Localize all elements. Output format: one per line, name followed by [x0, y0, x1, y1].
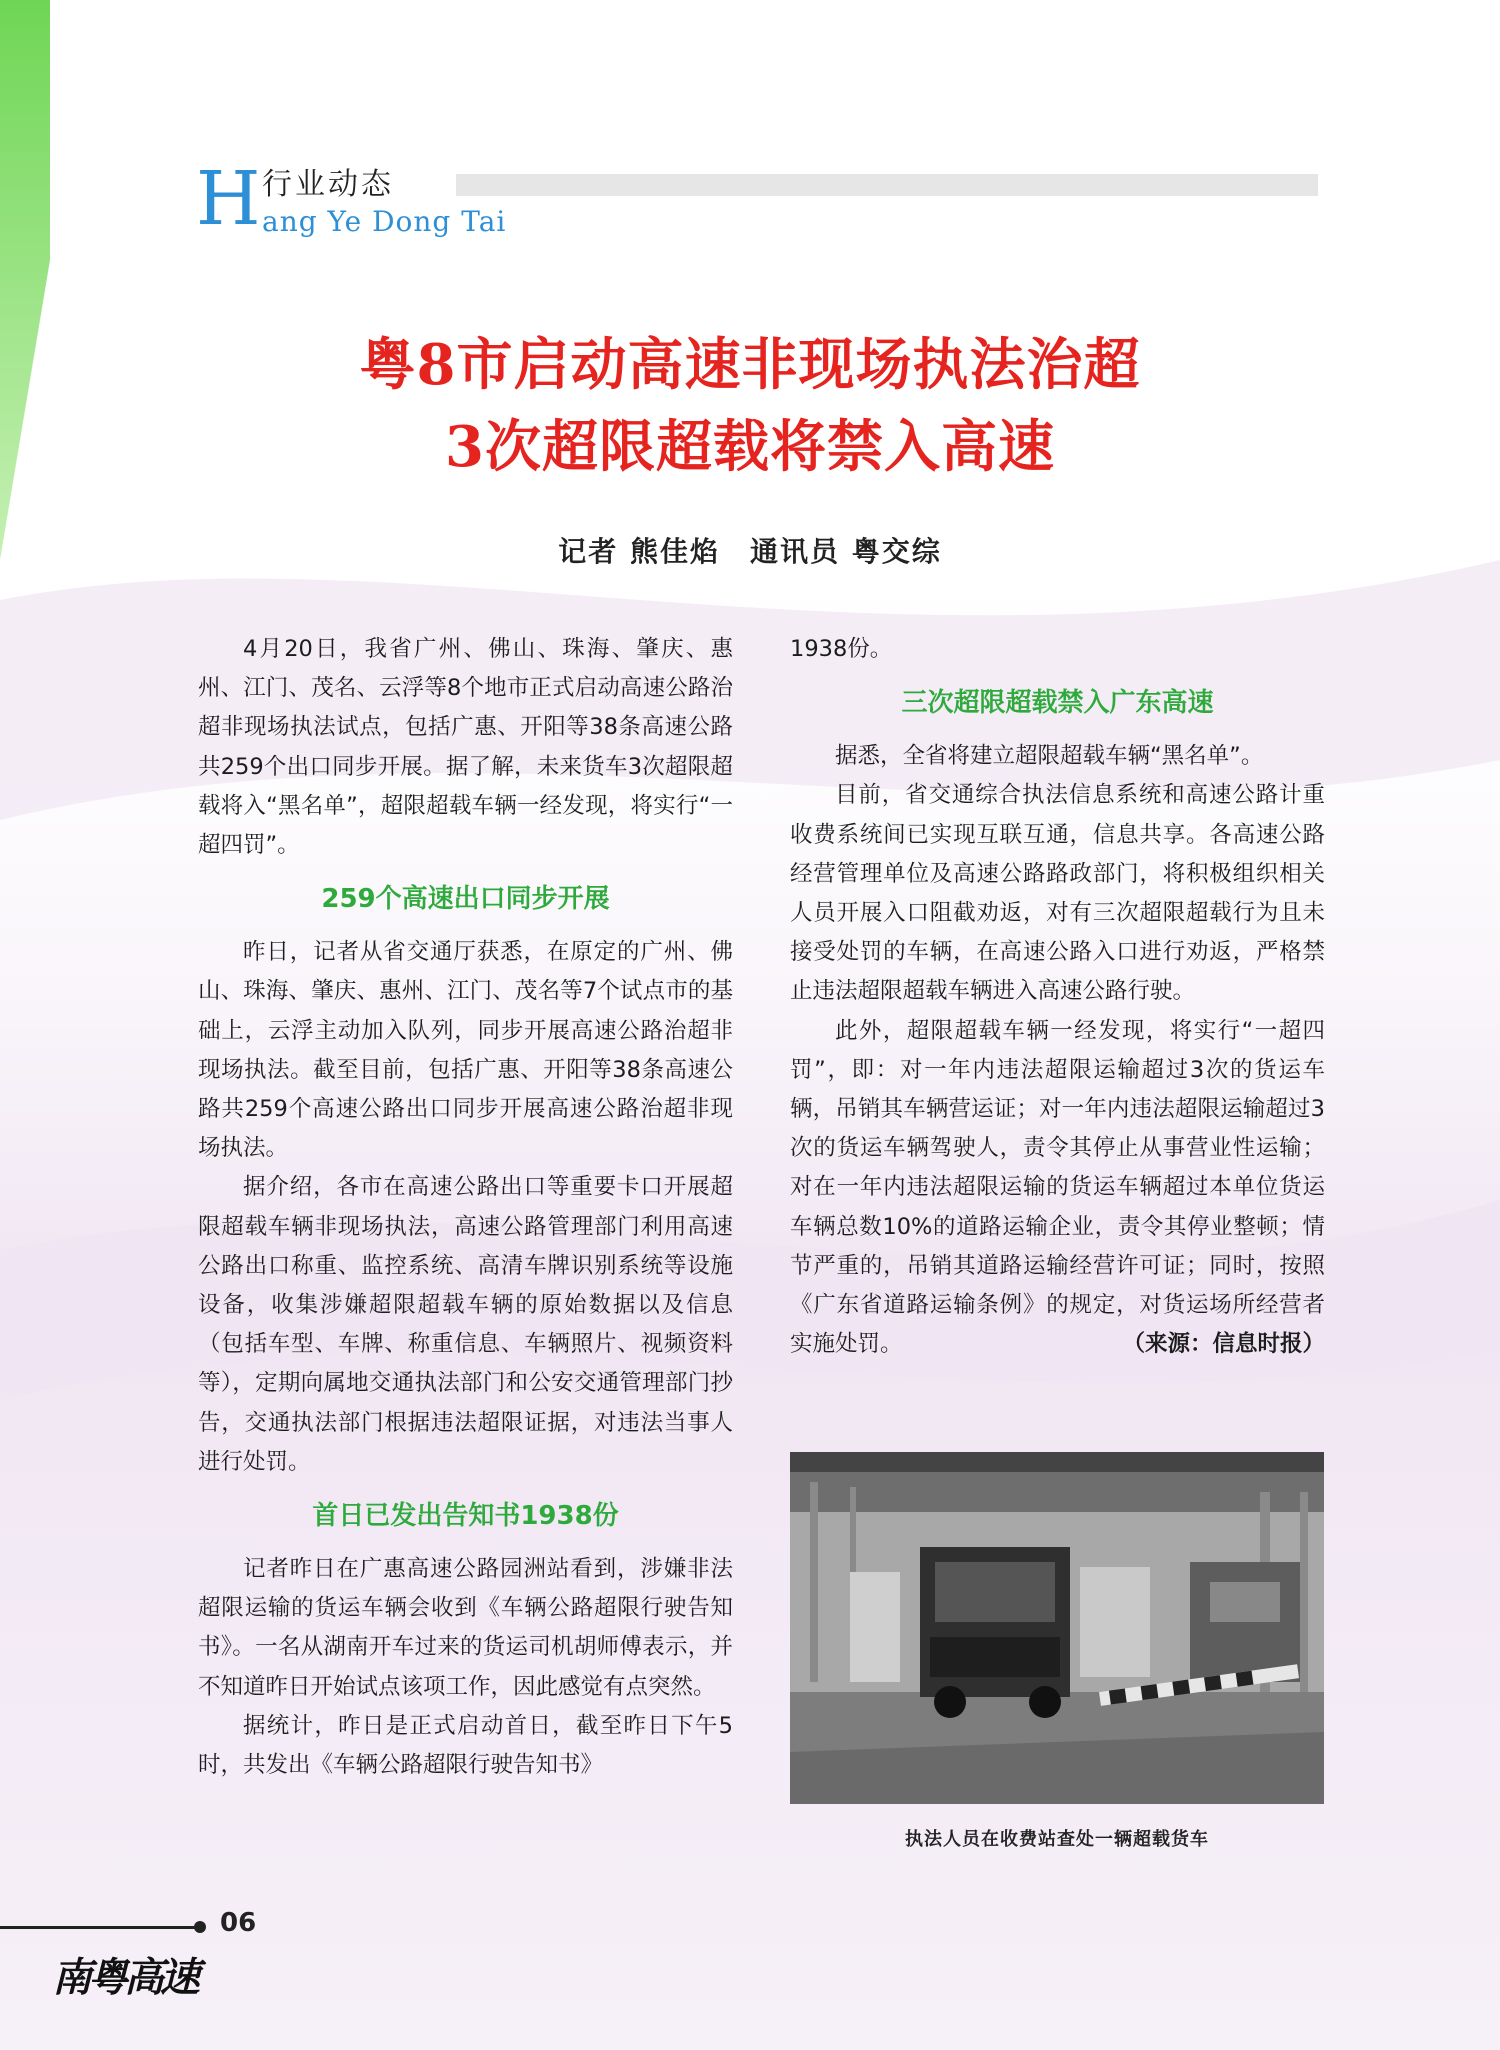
section-header-bar	[456, 174, 1318, 196]
paragraph: 此外，超限超载车辆一经发现，将实行“一超四罚”，即：对一年内违法超限运输超过3次的货运车辆，吊销其车辆营运证；对一年内违法超限运输超过3次的货运车辆驾驶人，责令其停止从事营业性运输；对在一年内违法超限运输的货运车辆超过本单位货运车辆总数10%的道路运输企业，责令其停业整顿；情节严重的，吊销其道路运输经营许可证；同时，按照《广东省道路运输条例》的规定，对货运场所经营者实施处罚。	[790, 1017, 1325, 1358]
paragraph: 4月20日，我省广州、佛山、珠海、肇庆、惠州、江门、茂名、云浮等8个地市正式启动高速公路治超非现场执法试点，包括广惠、开阳等38条高速公路共259个出口同步开展。据了解，未来货车3次超限超载将入“黑名单”，超限超载车辆一经发现，将实行“一超四罚”。	[198, 636, 733, 859]
photo-caption: 执法人员在收费站查处一辆超载货车	[905, 1829, 1209, 1850]
article-byline: 记者 熊佳焰 通讯员 粤交综	[558, 535, 942, 568]
footer-dot	[194, 1921, 206, 1933]
article-photo	[790, 1452, 1324, 1804]
paragraph: 据介绍，各市在高速公路出口等重要卡口开展超限超载车辆非现场执法，高速公路管理部门利用高速公路出口称重、监控系统、高清车牌识别系统等设施设备，收集涉嫌超限超载车辆的原始数据以及信息（包括车型、车牌、称重信息、车辆照片、视频资料等），定期向属地交通执法部门和公安交通管理部门抄告，交通执法部门根据违法超限证据，对违法当事人进行处罚。	[198, 1174, 733, 1475]
truck-photo-illustration	[790, 1452, 1324, 1804]
paragraph: 昨日，记者从省交通厅获悉，在原定的广州、佛山、珠海、肇庆、惠州、江门、茂名等7个试点市的基础上，云浮主动加入队列，同步开展高速公路治超非现场执法。截至目前，包括广惠、开阳等38条高速公路共259个高速公路出口同步开展高速公路治超非现场执法。	[198, 939, 733, 1162]
page-number: 06	[220, 1908, 257, 1938]
subheading: 259个高速出口同步开展	[321, 884, 610, 915]
paragraph: 据统计，昨日是正式启动首日，截至昨日下午5时，共发出《车辆公路超限行驶告知书》	[198, 1712, 733, 1779]
magazine-logo: 南粤高速	[52, 1954, 196, 2001]
section-initial: H	[196, 156, 261, 242]
article-title-line2: 3次超限超载将禁入高速	[445, 414, 1055, 480]
section-name-cn: 行业动态	[262, 167, 394, 202]
paragraph: 目前，省交通综合执法信息系统和高速公路计重收费系统间已实现互联互通，信息共享。各高速公路经营管理单位及高速公路路政部门，将积极组织相关人员开展入口阻截劝返，对有三次超限超载行为且未接受处罚的车辆，在高速公路入口进行劝返，严格禁止违法超限超载车辆进入高速公路行驶。	[790, 782, 1325, 1005]
subheading: 三次超限超载禁入广东高速	[901, 688, 1214, 719]
subheading: 首日已发出告知书1938份	[312, 1501, 619, 1532]
article-column-left	[198, 630, 733, 1785]
article-title-line1: 粤8市启动高速非现场执法治超	[359, 332, 1141, 398]
section-header	[196, 156, 1326, 242]
paragraph: 1938份。	[790, 636, 893, 662]
article-column-right	[790, 630, 1325, 1364]
paragraph: 据悉，全省将建立超限超载车辆“黑名单”。	[835, 743, 1264, 770]
footer-rule	[0, 1926, 200, 1929]
section-name-en: ang Ye Dong Tai	[262, 205, 507, 238]
paragraph: 记者昨日在广惠高速公路园洲站看到，涉嫌非法超限运输的货运车辆会收到《车辆公路超限行驶告知书》。一名从湖南开车过来的货运司机胡师傅表示，并不知道昨日开始试点该项工作，因此感觉有点突然。	[198, 1556, 733, 1700]
article-source: （来源：信息时报）	[1122, 1331, 1325, 1358]
